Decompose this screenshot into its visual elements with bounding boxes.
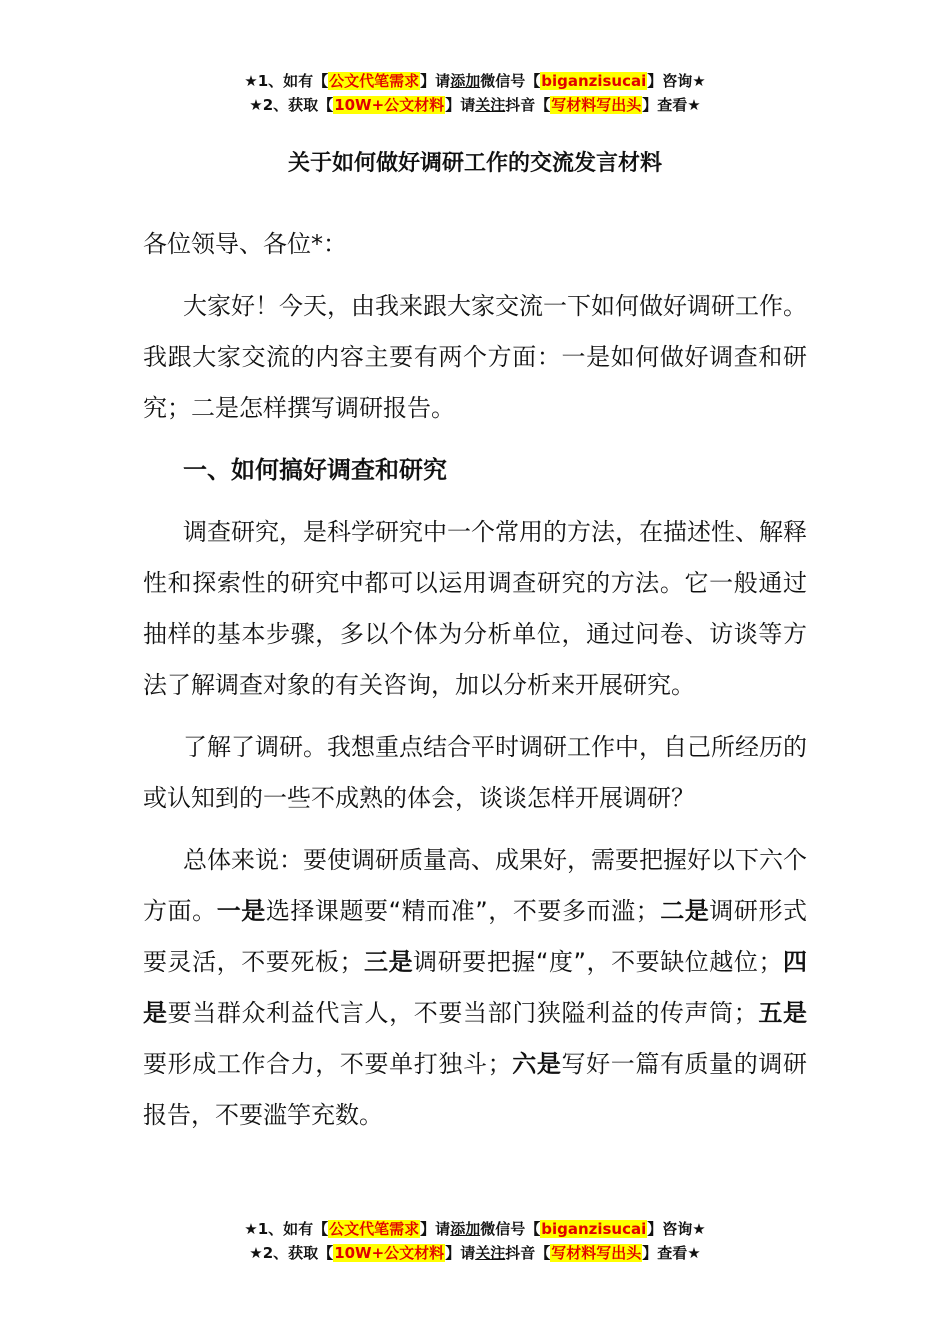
highlight-service: 公文代笔需求 [329,72,420,90]
bottom-banner [0,1217,950,1265]
keyword-3: 三是 [363,948,414,976]
keyword-1: 一是 [216,897,266,925]
top-banner [0,69,950,117]
salutation: 各位领导、各位*： [143,230,347,258]
highlight-materials: 10W+公文材料 [334,1244,445,1262]
highlight-douyin-account: 写材料写出头 [551,1244,642,1262]
banner-line-2: ★2、获取【10W+公文材料】请关注抖音【写材料写出头】查看★ [249,1244,701,1262]
highlight-materials: 10W+公文材料 [334,96,445,114]
document-body [143,219,807,1152]
highlight-wechat-id: biganzisucai [541,1220,647,1238]
keyword-2: 二是 [659,897,710,925]
keyword-6: 六是 [511,1050,562,1078]
highlight-wechat-id: biganzisucai [541,72,647,90]
banner-line-2: ★2、获取【10W+公文材料】请关注抖音【写材料写出头】查看★ [249,96,701,114]
paragraph-greeting: 大家好！今天，由我来跟大家交流一下如何做好调研工作。我跟大家交流的内容主要有两个方面：一是如何做好调查和研究；二是怎样撰写调研报告。 [143,292,807,422]
highlight-service: 公文代笔需求 [329,1220,420,1238]
keyword-5: 五是 [757,999,808,1027]
highlight-douyin-account: 写材料写出头 [551,96,642,114]
banner-line-1: ★1、如有【公文代笔需求】请添加微信号【biganzisucai】咨询★ [244,72,706,90]
paragraph-transition: 了解了调研。我想重点结合平时调研工作中，自己所经历的或认知到的一些不成熟的体会，谈谈怎样开展调研？ [143,733,807,812]
section-heading-1: 一、如何搞好调查和研究 [183,456,447,484]
banner-line-1: ★1、如有【公文代笔需求】请添加微信号【biganzisucai】咨询★ [244,1220,706,1238]
paragraph-six-aspects: 总体来说：要使调研质量高、成果好，需要把握好以下六个方面。一是选择课题要“精而准”，不要多而滥；二是调研形式要灵活，不要死板；三是调研要把握“度”，不要缺位越位；四是要当群众利益代言人，不要当部门狭隘利益的传声筒；五是要形成工作合力，不要单打独斗；六是写好一篇有质量的调研报告，不要滥竽充数。 [143,846,808,1129]
document-title: 关于如何做好调研工作的交流发言材料 [287,151,662,176]
keyword-4: 四是 [143,948,808,1027]
paragraph-survey-definition: 调查研究，是科学研究中一个常用的方法，在描述性、解释性和探索性的研究中都可以运用调查研究的方法。它一般通过抽样的基本步骤，多以个体为分析单位，通过问卷、访谈等方法了解调查对象的有关咨询，加以分析来开展研究。 [143,518,807,699]
